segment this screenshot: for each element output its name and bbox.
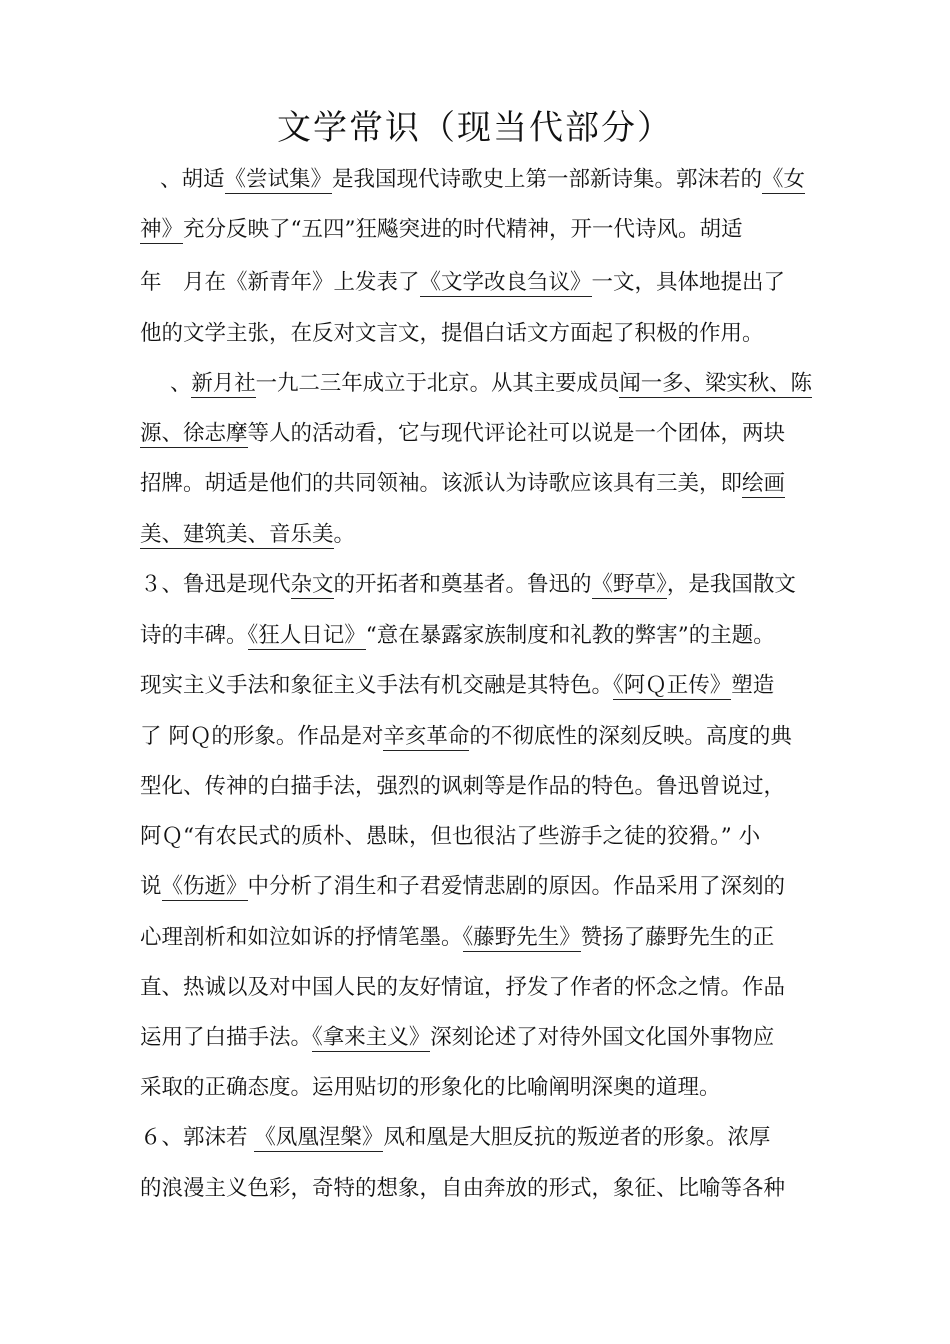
underlined-answer: 神》 (140, 217, 184, 242)
text-span: ６、郭沫若 (140, 1125, 255, 1150)
text-span: 深刻论述了对待外国文化国外事物应 (430, 1025, 775, 1050)
underlined-answer: 杂文 (290, 572, 334, 597)
text-span: 心理剖析和如泣如诉的抒情笔墨。 (140, 925, 463, 950)
text-line (140, 266, 812, 300)
underlined-answer: 《凤凰涅槃》 (254, 1125, 384, 1150)
text-line (140, 417, 812, 451)
underlined-answer: 源、徐志摩 (140, 421, 248, 446)
text-span: 是我国现代诗歌史上第一部新诗集。郭沫若的 (332, 167, 763, 192)
text-line (140, 1172, 812, 1206)
text-line (140, 870, 812, 904)
text-span: 凤和凰是大胆反抗的叛逆者的形象。浓厚 (383, 1125, 771, 1150)
text-span: 、 (170, 371, 192, 396)
text-span: 的浪漫主义色彩，奇特的想象，自由奔放的形式，象征、比喻等各种 (140, 1176, 786, 1201)
text-span: 型化、传神的白描手法，强烈的讽刺等是作品的特色。鲁迅曾说过， (140, 774, 786, 799)
text-line (140, 317, 812, 351)
text-line (140, 971, 812, 1005)
text-span: 年 月在《新青年》上发表了 (140, 270, 420, 295)
text-line (140, 619, 812, 653)
text-line (140, 669, 812, 703)
text-line (140, 770, 812, 804)
text-span: 的开拓者和奠基者。鲁迅的 (333, 572, 592, 597)
underlined-answer: 《阿Ｑ正传》 (613, 673, 732, 698)
text-span: 说 (140, 874, 162, 899)
underlined-answer: 《藤野先生》 (462, 925, 581, 950)
text-span: 了 阿Ｑ的形象。作品是对 (140, 724, 384, 749)
text-span: 直、热诚以及对中国人民的友好情谊，抒发了作者的怀念之情。作品 (140, 975, 786, 1000)
text-line (140, 820, 812, 854)
underlined-answer: 《尝试集》 (224, 167, 333, 192)
underlined-answer: 《文学改良刍议》 (419, 270, 592, 295)
underlined-answer: 《野草》 (591, 572, 667, 597)
underlined-answer: 新月社 (191, 371, 256, 396)
underlined-answer: 辛亥革命 (383, 724, 470, 749)
underlined-answer: 《伤逝》 (161, 874, 248, 899)
text-span: 等人的活动看，它与现代评论社可以说是一个团体，两块 (247, 421, 786, 446)
text-span: 一文，具体地提出了 (591, 270, 786, 295)
text-line (140, 568, 812, 602)
text-span: 赞扬了藤野先生的正 (580, 925, 775, 950)
text-span: 。 (333, 522, 356, 547)
text-line (140, 1121, 812, 1155)
text-span: 充分反映了“五四”狂飚突进的时代精神，开一代诗风。胡适 (183, 217, 743, 242)
text-line (140, 1021, 812, 1055)
text-line (140, 720, 812, 754)
text-span: 塑造 (731, 673, 775, 698)
text-span: 现实主义手法和象征主义手法有机交融是其特色。 (140, 673, 614, 698)
text-line (140, 213, 812, 247)
text-line (140, 1071, 812, 1105)
underlined-answer: 美、建筑美、音乐美 (140, 522, 334, 547)
page-title: 文学常识（现当代部分） (277, 108, 673, 148)
text-span: 、胡适 (160, 167, 225, 192)
underlined-answer: 《拿来主义》 (312, 1025, 431, 1050)
text-span: 采取的正确态度。运用贴切的形象化的比喻阐明深奥的道理。 (140, 1075, 721, 1100)
text-line (140, 367, 812, 401)
text-span: ，是我国散文 (666, 572, 796, 597)
text-line (140, 467, 812, 501)
underlined-answer: 绘画 (742, 471, 786, 496)
text-span: 阿Ｑ“有农民式的质朴、愚昧，但也很沾了些游手之徒的狡猾。” 小 (140, 824, 761, 849)
text-span: 的不彻底性的深刻反映。高度的典 (469, 724, 792, 749)
text-span: 中分析了涓生和子君爱情悲剧的原因。作品采用了深刻的 (247, 874, 786, 899)
underlined-answer: 《女 (762, 167, 806, 192)
text-line (140, 518, 812, 552)
text-span: 他的文学主张，在反对文言文，提倡白话文方面起了积极的作用。 (140, 321, 764, 346)
text-span: 招牌。胡适是他们的共同领袖。该派认为诗歌应该具有三美，即 (140, 471, 743, 496)
text-span: ３、鲁迅是现代 (140, 572, 291, 597)
text-span: 一九二三年成立于北京。从其主要成员 (255, 371, 620, 396)
text-span: 诗的丰碑。 (140, 623, 248, 648)
text-line (140, 921, 812, 955)
text-span: “意在暴露家族制度和礼教的弊害”的主题。 (365, 623, 775, 648)
text-span: 运用了白描手法。 (140, 1025, 313, 1050)
text-line (140, 163, 812, 197)
underlined-answer: 闻一多、梁实秋、陈 (619, 371, 812, 396)
underlined-answer: 《狂人日记》 (247, 623, 366, 648)
